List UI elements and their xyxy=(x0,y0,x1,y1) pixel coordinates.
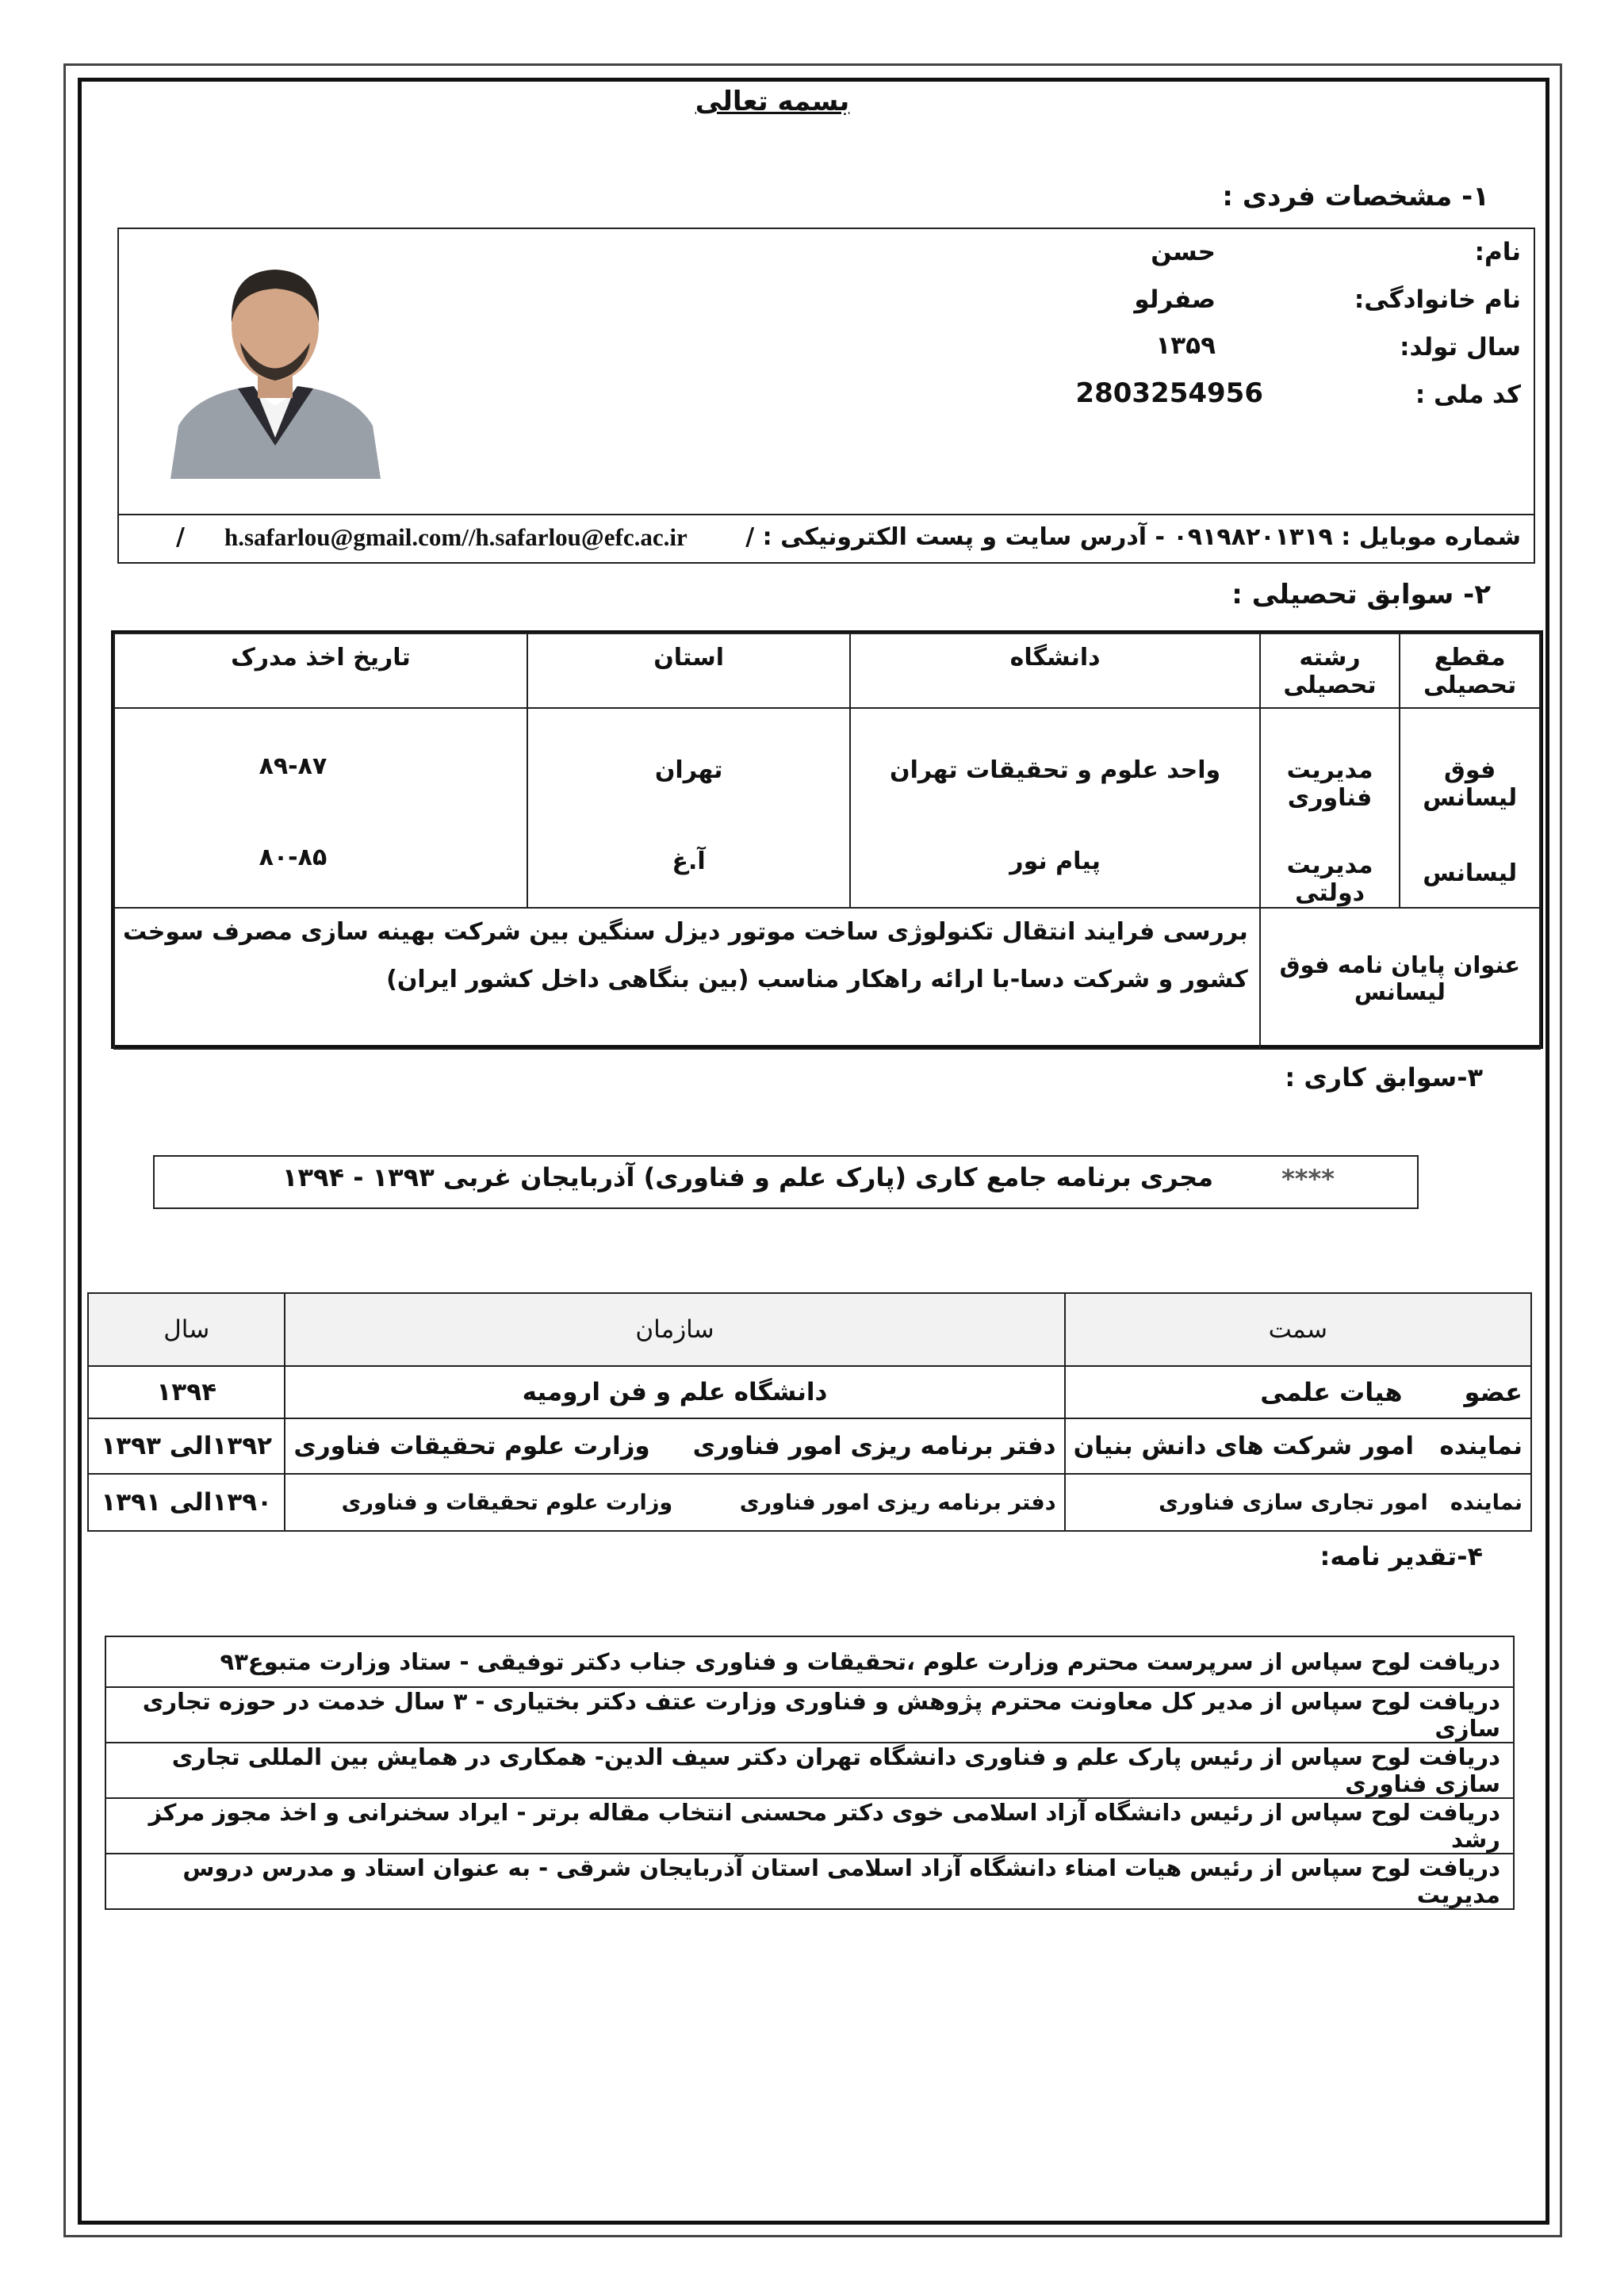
thesis-line-2: کشور و شرکت دسا-با ارائه راهکار مناسب (بین بنگاهی داخل کشور ایران) xyxy=(386,966,1248,993)
edu-degree-ms: فوق لیسانس xyxy=(1423,756,1518,812)
edu-row1-province xyxy=(527,708,851,908)
edu-university-ms: واحد علوم و تحقیقات تهران xyxy=(889,756,1221,784)
edu-header-date: تاریخ اخذ مدرک xyxy=(114,633,527,708)
edu-field-bs: مدیریت دولتی xyxy=(1286,851,1373,907)
work-highlight-text: مجری برنامه جامع کاری (پارک علم و فناوری) آذربایجان غربی ۱۳۹۳ - ۱۳۹۴ xyxy=(282,1162,1213,1192)
work-row-1-org: دانشگاه علم و فن ارومیه xyxy=(285,1366,1064,1418)
section-awards-title: ۴-تقدیر نامه: xyxy=(1320,1541,1483,1571)
edu-header-degree: مقطع تحصیلی xyxy=(1400,633,1540,708)
work-header-position: سمت xyxy=(1065,1293,1531,1366)
work-row-1-position: عضو هیات علمی xyxy=(1065,1366,1531,1418)
edu-row1-university xyxy=(850,708,1259,908)
edu-row1-field xyxy=(1260,708,1400,908)
work-row-3-position: نماینده امور تجاری سازی فناوری xyxy=(1065,1474,1531,1531)
work-row-2-position: نماینده امور شرکت های دانش بنیان xyxy=(1065,1418,1531,1474)
first-name-label: نام: xyxy=(1474,238,1521,266)
edu-degree-bs: لیسانس xyxy=(1423,859,1518,887)
section-work-title: ۳-سوابق کاری : xyxy=(1285,1062,1483,1093)
award-item-5: دریافت لوح سپاس از رئیس هیات امناء دانشگاه آزاد اسلامی استان آذربایجان شرقی - به عنوان استاد و مدرس دروس مدیریت xyxy=(105,1854,1514,1909)
award-item-1: دریافت لوح سپاس از سرپرست محترم وزارت علوم ،تحقیقات و فناوری جناب دکتر توفیقی - ستاد وزارت متبوع۹۳ xyxy=(105,1636,1514,1687)
last-name-value: صفرلو xyxy=(1134,285,1216,314)
edu-date-bs: ۸۰-۸۵ xyxy=(259,844,327,871)
awards-table xyxy=(105,1636,1515,1910)
thesis-line-1: بررسی فرایند انتقال تکنولوژی ساخت موتور دیزل سنگین بین شرکت بهینه سازی مصرف سوخت xyxy=(123,918,1248,946)
work-table xyxy=(87,1292,1532,1532)
contact-line: شماره موبایل : ۰۹۱۹۸۲۰۱۳۱۹ - آدرس سایت و پست الکترونیکی : / xyxy=(745,523,1521,551)
birth-year-value: ۱۳۵۹ xyxy=(1155,331,1216,360)
section-education-title: ۲- سوابق تحصیلی : xyxy=(1231,579,1491,610)
national-id-label: کد ملی : xyxy=(1415,381,1521,409)
edu-university-bs: پیام نور xyxy=(1009,848,1101,875)
work-row-2-year: ۱۳۹۲الی ۱۳۹۳ xyxy=(88,1418,285,1474)
thesis-label: عنوان پایان نامه فوق لیسانس xyxy=(1260,908,1540,1049)
section-personal-title: ۱- مشخصات فردی : xyxy=(1222,181,1489,212)
first-name-value: حسن xyxy=(1151,238,1216,266)
personal-divider xyxy=(117,514,1535,515)
edu-header-province: استان xyxy=(527,633,851,708)
email-addresses[interactable]: h.safarlou@gmail.com//h.safarlou@efc.ac.ir xyxy=(224,523,688,551)
contact-slash: / xyxy=(176,523,185,551)
edu-province-ms: تهران xyxy=(654,756,723,784)
edu-province-bs: آ.غ xyxy=(672,848,706,875)
edu-header-field: رشته تحصیلی xyxy=(1260,633,1400,708)
award-item-2: دریافت لوح سپاس از مدیر کل معاونت محترم پژوهش و فناوری وزارت عتف دکتر بختیاری - ۳ سال خدمت در حوزه تجاری سازی xyxy=(105,1687,1514,1743)
work-header-org: سازمان xyxy=(285,1293,1064,1366)
thesis-title-cell xyxy=(114,908,1260,1049)
edu-date-ms: ۸۹-۸۷ xyxy=(259,752,327,780)
birth-year-label: سال تولد: xyxy=(1400,333,1521,362)
edu-header-university: دانشگاه xyxy=(850,633,1259,708)
work-header-year: سال xyxy=(88,1293,285,1366)
last-name-label: نام خانوادگی: xyxy=(1354,285,1521,314)
award-item-3: دریافت لوح سپاس از رئیس پارک علم و فناوری دانشگاه تهران دکتر سیف الدین- همکاری در همایش بین المللی تجاری سازی فناوری xyxy=(105,1743,1514,1798)
edu-row1-date xyxy=(114,708,527,908)
work-row-2-org: دفتر برنامه ریزی امور فناوری وزارت علوم تحقیقات فناوری xyxy=(285,1418,1064,1474)
national-id-value: 2803254956 xyxy=(1075,377,1263,409)
edu-field-ms: مدیریت فناوری xyxy=(1286,756,1373,812)
page-title: بسمه تعالی xyxy=(695,86,850,117)
highlight-stars: **** xyxy=(1281,1164,1335,1194)
award-item-4: دریافت لوح سپاس از رئیس دانشگاه آزاد اسلامی خوی دکتر محسنی انتخاب مقاله برتر - ایراد سخنرانی و اخذ مجوز مرکز رشد xyxy=(105,1798,1514,1854)
work-row-1-year: ۱۳۹۴ xyxy=(88,1366,285,1418)
work-row-3-org: دفتر برنامه ریزی امور فناوری وزارت علوم تحقیقات و فناوری xyxy=(285,1474,1064,1531)
edu-row1-degree xyxy=(1400,708,1540,908)
work-row-3-year: ۱۳۹۰الی ۱۳۹۱ xyxy=(88,1474,285,1531)
avatar xyxy=(163,247,389,479)
portrait-photo xyxy=(163,247,389,479)
education-table xyxy=(113,633,1541,1050)
